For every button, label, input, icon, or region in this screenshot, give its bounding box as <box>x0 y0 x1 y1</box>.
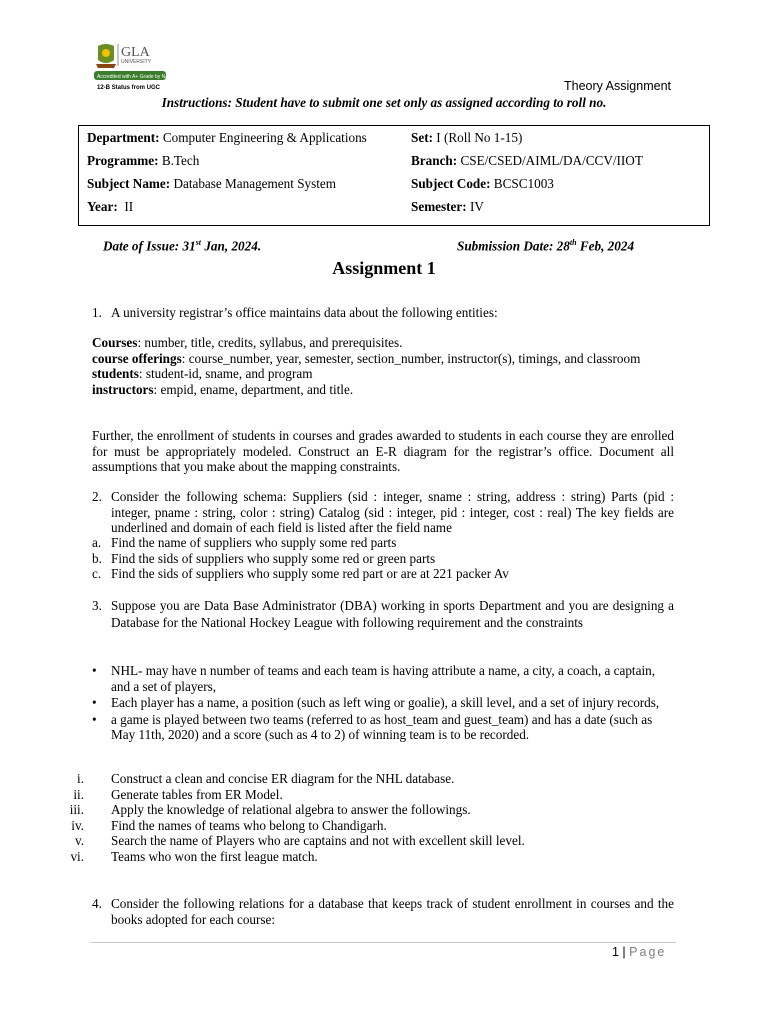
q1-entities <box>92 335 674 397</box>
entity-courses: Courses: number, title, credits, syllabus, and prerequisites. <box>92 335 403 350</box>
q2-subquestions <box>92 535 674 582</box>
course-info-box <box>78 125 710 226</box>
page-footer: 1 | Page <box>612 945 667 959</box>
year-field: Year: II <box>87 199 134 214</box>
date-of-issue: Date of Issue: 31st Jan, 2024. <box>103 238 262 254</box>
list-item: b. Find the sids of suppliers who supply some red or green parts <box>92 550 436 566</box>
instructions: Instructions: Student have to submit one set only as assigned according to roll no. <box>161 95 607 110</box>
page-number: 1 <box>612 945 619 959</box>
question-1: 1. A university registrar’s office maintains data about the following entities: <box>92 305 498 320</box>
list-item: a. Find the name of suppliers who supply some red parts <box>92 535 397 550</box>
programme-field: Programme: B.Tech <box>87 153 200 168</box>
svg-text:UNIVERSITY: UNIVERSITY <box>121 59 152 65</box>
svg-text:12-B Status from UGC: 12-B Status from UGC <box>97 85 161 91</box>
branch-field: Branch: CSE/CSED/AIML/DA/CCV/IIOT <box>411 153 643 168</box>
university-logo <box>94 42 174 94</box>
list-item: iii. Apply the knowledge of relational algebra to answer the followings. <box>69 802 471 817</box>
q1-further: Further, the enrollment of students in courses and grades awarded to students in each course they are enrolled for must be appropriately modeled. Construct an E-R diagram for the registrar’s office. Document all assumptions that you make about the mapping constraints. <box>92 428 674 474</box>
submission-date: Submission Date: 28th Feb, 2024 <box>457 238 635 254</box>
crest-icon <box>96 44 116 68</box>
question-4: 4. Consider the following relations for a database that keeps track of student enrollment in courses and the books adopted for each course: <box>92 896 674 927</box>
svg-text:GLA: GLA <box>121 45 150 60</box>
semester-field: Semester: IV <box>411 199 484 214</box>
page-title: Assignment 1 <box>332 258 436 278</box>
department-field: Department: Computer Engineering & Applications <box>87 130 367 145</box>
entity-course-offerings: course offerings: course_number, year, semester, section_number, instructor(s), timings, and classroom <box>92 350 641 366</box>
theory-assignment-label: Theory Assignment <box>564 79 671 93</box>
list-item: ii. Generate tables from ER Model. <box>73 786 283 802</box>
set-field: Set: I (Roll No 1-15) <box>411 130 523 145</box>
subject-name-field: Subject Name: Database Management System <box>87 176 337 191</box>
list-item: • a game is played between two teams (referred to as host_team and guest_team) and has a date (such as May 11th, 2020) and a score (such as 4 to 2) of winning team is to be recorded. <box>92 711 653 742</box>
q3-subquestions <box>69 771 674 864</box>
q3-requirements <box>92 663 674 743</box>
list-item: iv. Find the names of teams who belong to Chandigarh. <box>71 817 387 833</box>
page-label: Page <box>629 945 667 959</box>
list-item: • Each player has a name, a position (such as left wing or goalie), a skill level, and a set of injury records, <box>92 695 660 710</box>
entity-students: students: student-id, sname, and program <box>92 366 313 381</box>
entity-instructors: instructors: empid, ename, department, and title. <box>92 381 354 397</box>
subject-code-field: Subject Code: BCSC1003 <box>411 176 554 191</box>
question-3: 3. Suppose you are Data Base Administrator (DBA) working in sports Department and you are designing a Database for the National Hockey League with following requirement and the constraints <box>92 598 674 630</box>
list-item: i. Construct a clean and concise ER diagram for the NHL database. <box>77 771 455 786</box>
svg-text:Accredited with A+ Grade by NA: Accredited with A+ Grade by NAAC <box>97 74 174 80</box>
question-2: 2. Consider the following schema: Suppliers (sid : integer, sname : string, address : string) Parts (pid : integer, pname : string, color : string) Catalog (sid : integer, pid : integer, cost : real) The key fields are underlined and domain of each field is listed after the field name <box>92 489 674 535</box>
footer-divider <box>90 942 676 943</box>
list-item: v. Search the name of Players who are captains and not with excellent skill level. <box>74 833 525 848</box>
list-item: • NHL- may have n number of teams and each team is having attribute a name, a city, a coach, a captain, and a set of players, <box>92 663 656 694</box>
list-item: c. Find the sids of suppliers who supply some red part or are at 221 packer Av <box>92 566 509 581</box>
list-item: vi. Teams who won the first league match. <box>70 848 318 864</box>
